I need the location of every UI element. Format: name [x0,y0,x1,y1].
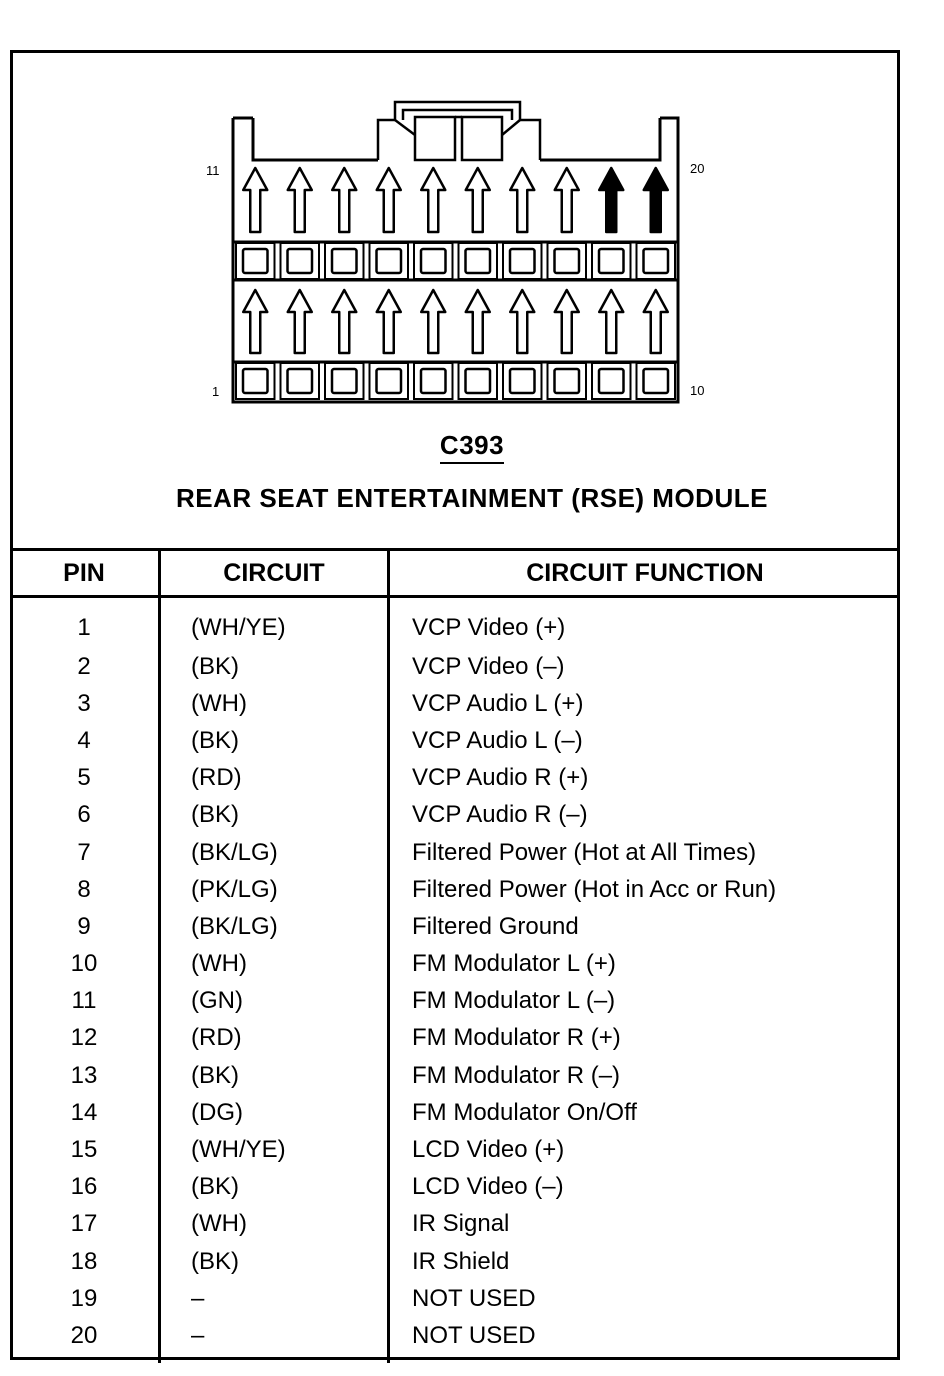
pin-8-terminal-arrow [555,290,579,353]
cell-pin: 10 [70,950,98,978]
pin-11-terminal-arrow [243,168,267,232]
pin-2-terminal-arrow [288,290,312,353]
pin-16-terminal-arrow [466,168,490,232]
header-circuit-function: CIRCUIT FUNCTION [389,550,901,597]
cell-circuit-function: NOT USED [389,1280,901,1317]
pin-9-terminal-arrow [599,290,623,353]
cell-circuit-function: IR Signal [389,1206,901,1243]
pin-9-cavity-inner [599,369,624,393]
cell-circuit: (BK/LG) [160,908,389,945]
table-row [10,722,900,759]
pin-1-terminal-arrow [243,290,267,353]
header-pin: PIN [10,550,160,597]
cell-circuit-function: FM Modulator L (+) [389,946,901,983]
cell-circuit: (RD) [160,1020,389,1057]
pin-3-cavity-inner [332,369,357,393]
table-row [10,1094,900,1131]
pin-20-terminal-arrow [644,168,668,232]
cell-pin: 17 [70,1210,98,1238]
pin-15-cavity-inner [421,249,446,273]
pin-7-cavity-inner [510,369,535,393]
cell-circuit-function: VCP Audio L (–) [389,722,901,759]
connector-latch [378,102,540,160]
pin-table-body [10,597,900,1363]
cell-circuit: (BK) [160,797,389,834]
cell-pin: 16 [70,1173,98,1201]
pin-12-cavity-inner [288,249,313,273]
pin-14-cavity-inner [377,249,402,273]
pin-18-cavity-inner [555,249,580,273]
pin-10-cavity-inner [644,369,669,393]
cell-pin: 18 [70,1247,98,1275]
pin-12-terminal-arrow [288,168,312,232]
pin-19-terminal-arrow [599,168,623,232]
cell-circuit: – [160,1317,389,1362]
cell-pin: 11 [71,987,97,1015]
pin-1-cavity-inner [243,369,268,393]
pin-4-terminal-arrow [377,290,401,353]
table-row [10,1280,900,1317]
table-row [10,648,900,685]
table-row [10,983,900,1020]
cell-pin: 3 [77,689,91,717]
cell-pin: 15 [70,1136,98,1164]
cell-circuit-function: VCP Video (+) [389,597,901,649]
cell-circuit-function: VCP Audio R (+) [389,760,901,797]
pin-2-cavity-inner [288,369,313,393]
cell-circuit-function: NOT USED [389,1317,901,1362]
table-row [10,1020,900,1057]
pin-18-terminal-arrow [555,168,579,232]
pin-14-terminal-arrow [377,168,401,232]
cell-circuit-function: FM Modulator On/Off [389,1094,901,1131]
connector-face-drawing [0,0,944,548]
cell-circuit: (BK) [160,1169,389,1206]
table-row [10,1057,900,1094]
cell-circuit-function: VCP Audio R (–) [389,797,901,834]
pin-5-terminal-arrow [421,290,445,353]
cell-circuit: (WH) [160,946,389,983]
cell-pin: 8 [77,875,91,903]
cell-circuit: (WH) [160,1206,389,1243]
cell-circuit-function: Filtered Power (Hot at All Times) [389,834,901,871]
pin-15-terminal-arrow [421,168,445,232]
pin-20-cavity-inner [644,249,669,273]
cell-circuit-function: Filtered Power (Hot in Acc or Run) [389,871,901,908]
pin-4-cavity-inner [377,369,402,393]
table-row [10,946,900,983]
cell-pin: 14 [70,1098,98,1126]
pin-19-cavity-inner [599,249,624,273]
table-row [10,1317,900,1362]
cell-circuit: (BK) [160,722,389,759]
cell-circuit: (WH) [160,685,389,722]
connector-id [0,430,944,464]
table-header-row [10,550,900,597]
cell-pin: 13 [70,1061,98,1089]
pin-17-terminal-arrow [510,168,534,232]
pin-label-bottom-left: 1 [212,384,220,399]
pin-6-cavity-inner [466,369,491,393]
cell-circuit: (BK/LG) [160,834,389,871]
pin-cavities [236,168,675,399]
table-row [10,871,900,908]
pin-13-terminal-arrow [332,168,356,232]
cell-pin: 6 [77,801,91,829]
cell-circuit: (GN) [160,983,389,1020]
cell-pin: 12 [70,1024,98,1052]
cell-circuit: (PK/LG) [160,871,389,908]
cell-circuit-function: LCD Video (–) [389,1169,901,1206]
pin-11-cavity-inner [243,249,268,273]
cell-circuit-function: FM Modulator L (–) [389,983,901,1020]
table-row [10,685,900,722]
cell-pin: 2 [77,652,91,680]
cell-pin: 4 [77,726,91,754]
cell-pin: 9 [77,912,91,940]
pin-table [10,548,900,1363]
pin-17-cavity-inner [510,249,535,273]
cell-pin: 5 [77,764,91,792]
cell-circuit-function: Filtered Ground [389,908,901,945]
cell-circuit-function: VCP Video (–) [389,648,901,685]
cell-pin: 20 [70,1321,98,1349]
cell-circuit: (BK) [160,1057,389,1094]
table-row [10,1131,900,1168]
cell-circuit: (WH/YE) [160,597,389,649]
cell-circuit-function: VCP Audio L (+) [389,685,901,722]
pin-7-terminal-arrow [510,290,534,353]
pin-6-terminal-arrow [466,290,490,353]
cell-circuit-function: LCD Video (+) [389,1131,901,1168]
cell-circuit-function: FM Modulator R (–) [389,1057,901,1094]
table-row [10,760,900,797]
table-row [10,834,900,871]
pin-8-cavity-inner [555,369,580,393]
cell-circuit: (RD) [160,760,389,797]
connector-diagram [0,0,944,548]
cell-circuit: (DG) [160,1094,389,1131]
pin-3-terminal-arrow [332,290,356,353]
pin-13-cavity-inner [332,249,357,273]
cell-circuit: (BK) [160,1243,389,1280]
cell-circuit-function: FM Modulator R (+) [389,1020,901,1057]
pin-16-cavity-inner [466,249,491,273]
table-row [10,908,900,945]
connector-name: REAR SEAT ENTERTAINMENT (RSE) MODULE [176,483,768,513]
cell-circuit-function: IR Shield [389,1243,901,1280]
table-row [10,1243,900,1280]
cell-pin: 1 [77,614,91,641]
cell-circuit: (BK) [160,648,389,685]
pin-5-cavity-inner [421,369,446,393]
table-row [10,1169,900,1206]
cell-pin: 7 [77,838,91,866]
pin-label-bottom-right: 10 [690,383,705,398]
header-circuit: CIRCUIT [160,550,389,597]
cell-pin: 19 [70,1284,98,1312]
pin-label-top-left: 11 [206,163,220,178]
table-row [10,1206,900,1243]
table-row [10,797,900,834]
table-row [10,597,900,649]
connector-id-text: C393 [440,430,504,464]
cell-circuit: – [160,1280,389,1317]
pin-label-top-right: 20 [690,161,705,176]
pin-10-terminal-arrow [644,290,668,353]
cell-circuit: (WH/YE) [160,1131,389,1168]
